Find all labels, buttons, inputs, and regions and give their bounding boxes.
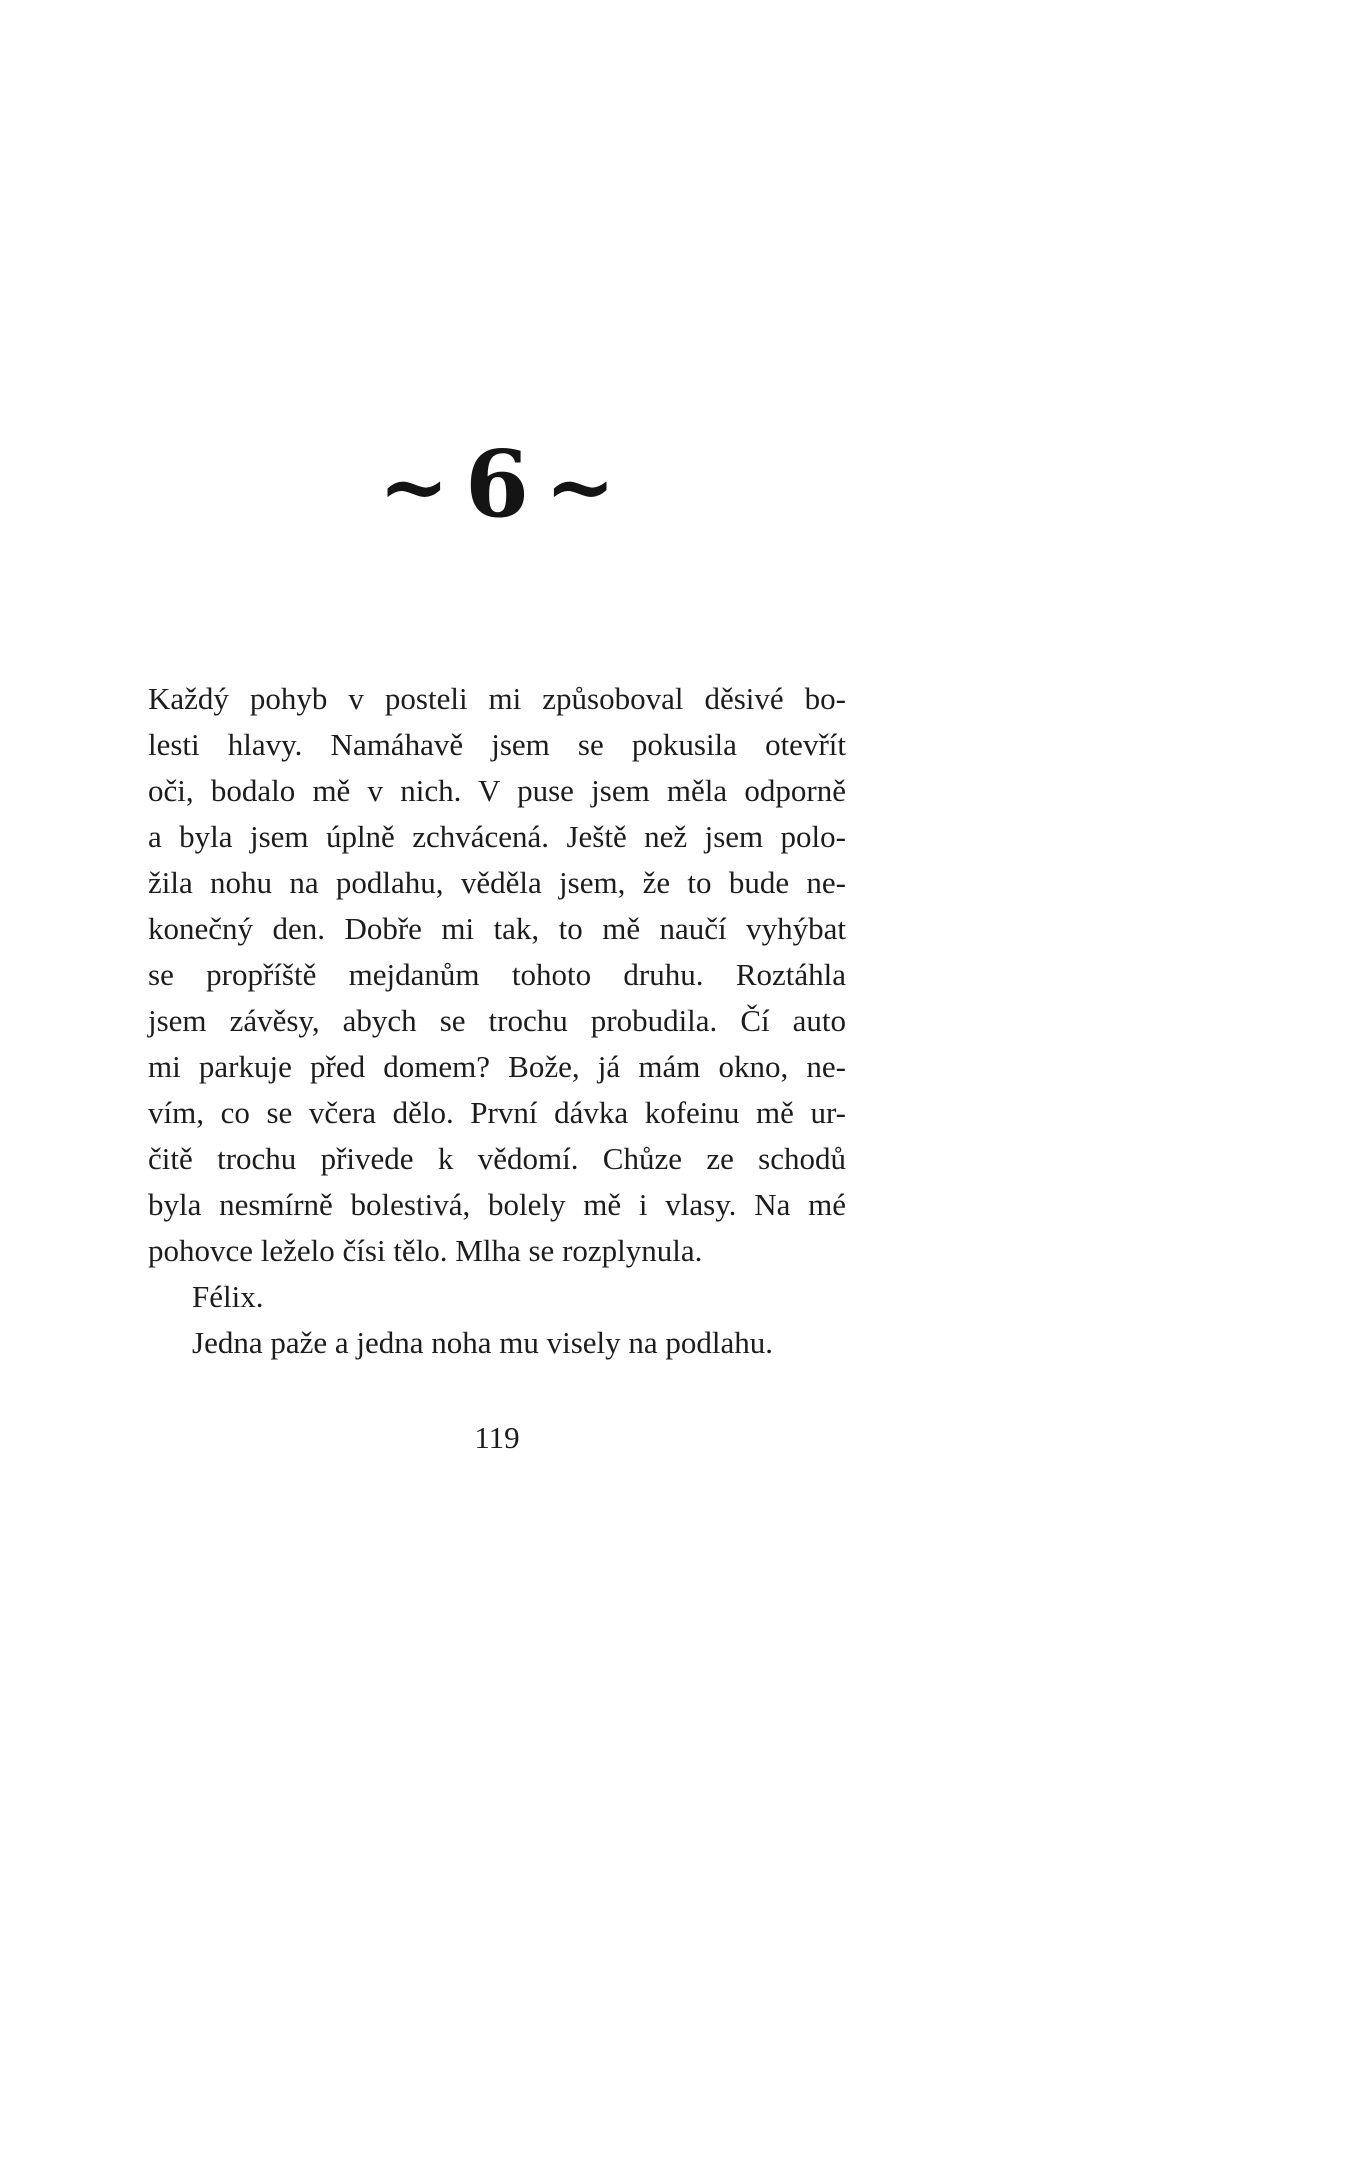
chapter-number: 6 [464, 430, 529, 538]
text-line: Každý pohyb v posteli mi způsoboval děsivé bo- [148, 681, 846, 716]
text-line: Félix. [192, 1279, 264, 1314]
body-text [148, 676, 846, 1366]
tilde-left-ornament: ~ [378, 437, 449, 536]
chapter-heading [148, 430, 846, 538]
text-line: pohovce leželo čísi tělo. Mlha se rozplynula. [148, 1233, 703, 1268]
text-line: čitě trochu přivede k vědomí. Chůze ze schodů [148, 1141, 846, 1176]
text-line: žila nohu na podlahu, věděla jsem, že to bude ne- [148, 865, 846, 900]
tilde-right-ornament: ~ [545, 437, 616, 536]
text-line: jsem závěsy, abych se trochu probudila. Čí auto [148, 1003, 846, 1038]
text-line: byla nesmírně bolestivá, bolely mě i vlasy. Na mé [148, 1187, 846, 1222]
text-line: oči, bodalo mě v nich. V puse jsem měla odporně [148, 773, 846, 808]
text-line: lesti hlavy. Namáhavě jsem se pokusila otevřít [148, 727, 846, 762]
page-number: 119 [474, 1420, 520, 1455]
text-line: a byla jsem úplně zchvácená. Ještě než jsem polo- [148, 819, 846, 854]
text-line: se propříště mejdanům tohoto druhu. Roztáhla [148, 957, 846, 992]
text-line: Jedna paže a jedna noha mu visely na podlahu. [192, 1325, 774, 1360]
page-content [148, 0, 846, 2182]
text-line: konečný den. Dobře mi tak, to mě naučí vyhýbat [148, 911, 846, 946]
text-line: mi parkuje před domem? Bože, já mám okno, ne- [148, 1049, 846, 1084]
text-line: vím, co se včera dělo. První dávka kofeinu mě ur- [148, 1095, 846, 1130]
